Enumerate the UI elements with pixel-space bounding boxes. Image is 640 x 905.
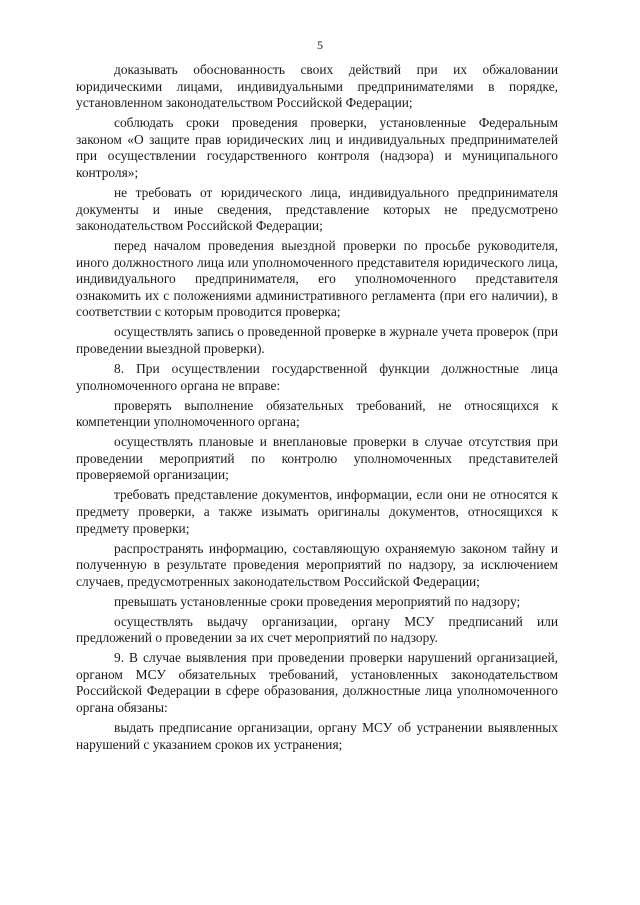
paragraph: осуществлять запись о проведенной проверке в журнале учета проверок (при проведении выездной проверки).	[76, 324, 558, 357]
paragraph: проверять выполнение обязательных требований, не относящихся к компетенции уполномоченного органа;	[76, 397, 558, 430]
paragraph: осуществлять плановые и внеплановые проверки в случае отсутствия при проведении мероприятий по контролю уполномоченных представителей проверяемой организации;	[76, 434, 558, 483]
paragraph: осуществлять выдачу организации, органу МСУ предписаний или предложений о проведении за их счет мероприятий по надзору.	[76, 613, 558, 646]
paragraph: перед началом проведения выездной проверки по просьбе руководителя, иного должностного лица или уполномоченного представителя юридического лица, индивидуального предпринимателя, его уполномоченного представителя ознакомить их с положениями административного регламента (при его наличии), в соответствии с которым проводится проверка;	[76, 238, 558, 320]
paragraph: распространять информацию, составляющую охраняемую законом тайну и полученную в результате проведения мероприятий по надзору, за исключением случаев, предусмотренных законодательством Российской Федерации;	[76, 540, 558, 589]
page-number: 5	[317, 38, 323, 52]
paragraph: доказывать обоснованность своих действий при их обжаловании юридическими лицами, индивидуальными предпринимателями в порядке, установленном законодательством Российской Федерации;	[76, 62, 558, 111]
paragraph: 9. В случае выявления при проведении проверки нарушений организацией, органом МСУ обязательных требований, установленных законодательством Российской Федерации в сфере образования, должностные лица уполномоченного органа обязаны:	[76, 650, 558, 716]
paragraph: превышать установленные сроки проведения мероприятий по надзору;	[114, 593, 521, 609]
paragraph: 8. При осуществлении государственной функции должностные лица уполномоченного органа не вправе:	[76, 361, 558, 393]
paragraph: требовать представление документов, информации, если они не относятся к предмету проверки, а также изымать оригиналы документов, относящихся к предмету проверки;	[76, 487, 558, 536]
document-body	[76, 62, 558, 757]
paragraph: соблюдать сроки проведения проверки, установленные Федеральным законом «О защите прав юридических лиц и индивидуальных предпринимателей при осуществлении государственного контроля (надзора) и муниципального контроля»;	[76, 115, 558, 180]
paragraph: выдать предписание организации, органу МСУ об устранении выявленных нарушений с указанием сроков их устранения;	[76, 720, 558, 752]
paragraph: не требовать от юридического лица, индивидуального предпринимателя документы и иные сведения, представление которых не предусмотрено законодательством Российской Федерации;	[76, 184, 558, 234]
